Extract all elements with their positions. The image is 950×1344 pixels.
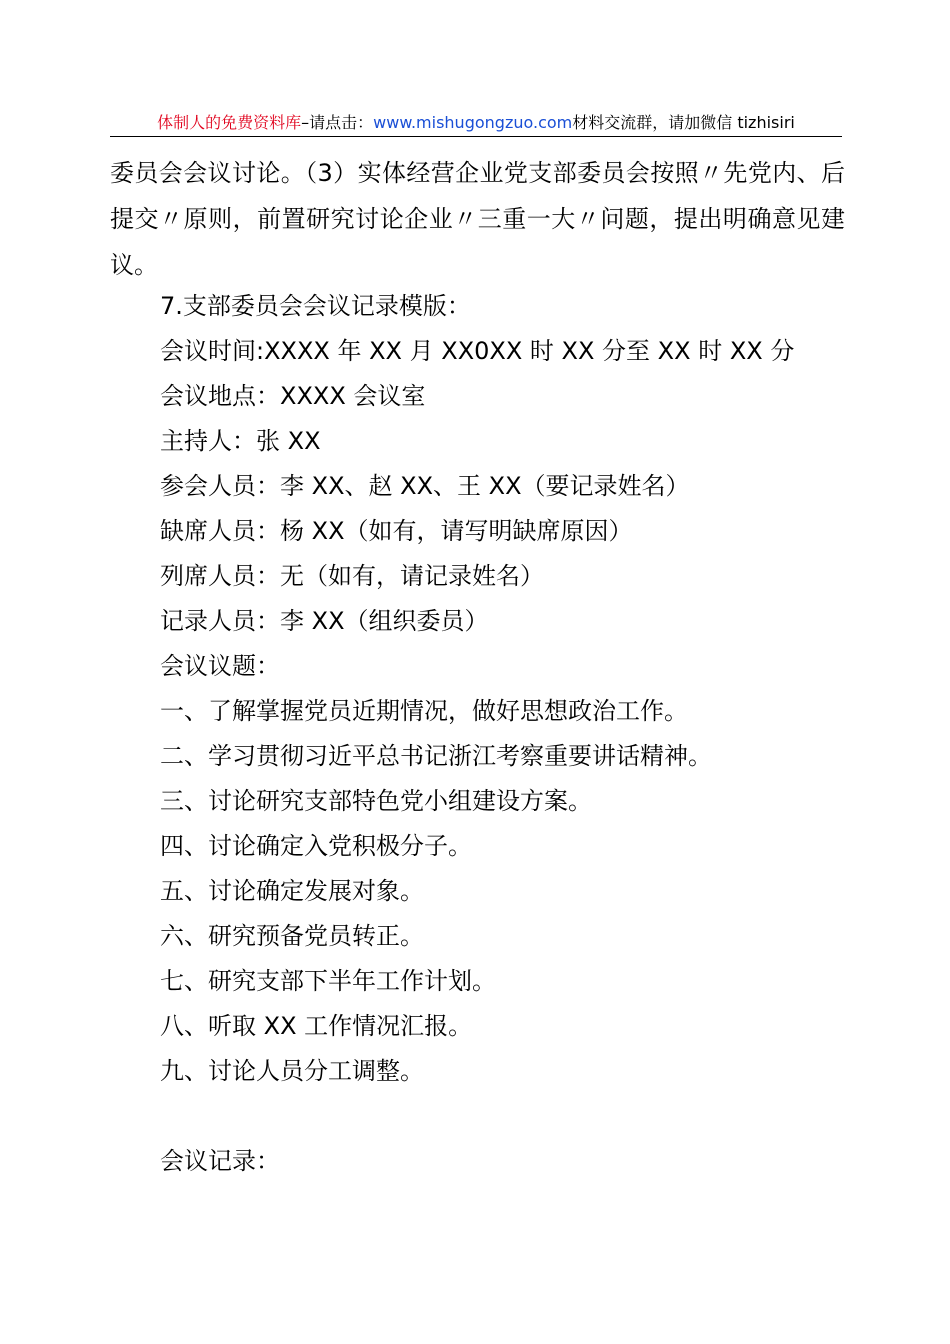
header-link[interactable]: www.mishugongzuo.com bbox=[373, 113, 573, 132]
meeting-location: 会议地点：XXXX 会议室 bbox=[160, 382, 426, 410]
meeting-time: 会议时间:XXXX 年 XX 月 XX0XX 时 XX 分至 XX 时 XX 分 bbox=[160, 337, 795, 365]
meeting-observers: 列席人员：无（如有，请记录姓名） bbox=[160, 562, 544, 590]
meeting-host: 主持人：张 XX bbox=[160, 427, 321, 455]
agenda-item: 六、研究预备党员转正。 bbox=[160, 922, 424, 950]
header-prompt: –请点击： bbox=[301, 113, 374, 132]
agenda-item: 一、了解掌握党员近期情况，做好思想政治工作。 bbox=[160, 697, 688, 725]
agenda-item: 四、讨论确定入党积极分子。 bbox=[160, 832, 472, 860]
meeting-absentees: 缺席人员：杨 XX（如有，请写明缺席原因） bbox=[160, 517, 633, 545]
header-site-name: 体制人的免费资料库 bbox=[157, 113, 302, 132]
agenda-item: 九、讨论人员分工调整。 bbox=[160, 1057, 424, 1085]
minutes-heading: 会议记录： bbox=[160, 1147, 280, 1175]
agenda-item: 八、听取 XX 工作情况汇报。 bbox=[160, 1012, 473, 1040]
page-header bbox=[110, 110, 842, 136]
header-contact: 材料交流群，请加微信 tizhisiri bbox=[572, 113, 795, 132]
meeting-attendees: 参会人员：李 XX、赵 XX、王 XX（要记录姓名） bbox=[160, 472, 690, 500]
template-title: 7.支部委员会会议记录模版： bbox=[160, 292, 471, 320]
agenda-item: 三、讨论研究支部特色党小组建设方案。 bbox=[160, 787, 592, 815]
agenda-heading: 会议议题： bbox=[160, 652, 280, 680]
meeting-recorder: 记录人员：李 XX（组织委员） bbox=[160, 607, 489, 635]
header-divider bbox=[110, 136, 842, 137]
agenda-item: 二、学习贯彻习近平总书记浙江考察重要讲话精神。 bbox=[160, 742, 712, 770]
agenda-item: 七、研究支部下半年工作计划。 bbox=[160, 967, 496, 995]
agenda-item: 五、讨论确定发展对象。 bbox=[160, 877, 424, 905]
intro-paragraph: 委员会会议讨论。（3）实体经营企业党支部委员会按照〃先党内、后提交〃原则，前置研究讨论企业〃三重一大〃问题，提出明确意见建议。 bbox=[110, 159, 845, 279]
